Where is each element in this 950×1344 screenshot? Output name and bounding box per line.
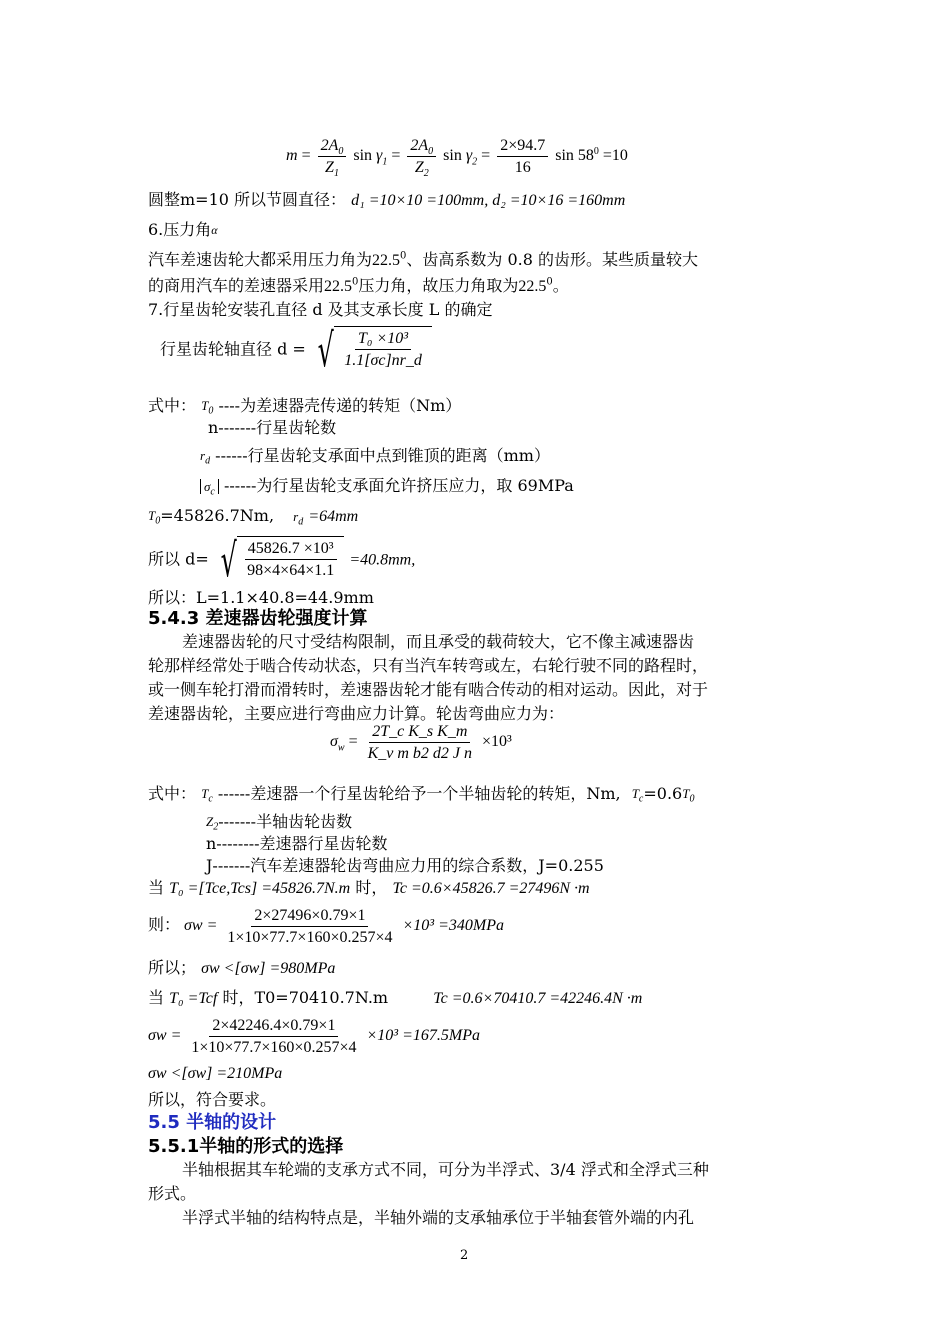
- formula-text: =10: [602, 147, 628, 165]
- formula-text: 1×10×77.7×160×0.257×4: [191, 1039, 357, 1056]
- formula-text: 1×10×77.7×160×0.257×4: [227, 929, 393, 946]
- definition-line: [200, 446, 550, 466]
- fraction: [341, 329, 425, 370]
- body-text: ------行星齿轮支承面中点到锥顶的距离（mm）: [215, 446, 550, 465]
- formula-text: σw =: [184, 917, 218, 935]
- fraction: [188, 1016, 359, 1057]
- body-text: 则：: [148, 915, 181, 935]
- formula-text: T₀ =Tcf: [169, 990, 218, 1007]
- paragraph-line: [148, 250, 698, 271]
- body-text: 当: [148, 988, 165, 1007]
- diameter-calculation: [148, 533, 416, 587]
- body-text: 汽车差速齿轮大都采用压力角为: [148, 250, 373, 269]
- formula-text: σw =: [148, 1027, 182, 1045]
- body-text: -------半轴齿轮齿数: [218, 812, 353, 831]
- formula-text: 2A: [410, 137, 429, 154]
- formula-text: ×10³ =167.5MPa: [366, 1027, 480, 1045]
- paragraph-line: 差速器齿轮，主要应进行弯曲应力计算。轮齿弯曲应力为：: [148, 704, 565, 723]
- formula-text: c: [210, 486, 215, 498]
- formula-text: T₀ =[Tce,Tcs] =45826.7N.m: [169, 880, 351, 897]
- page-number: 2: [460, 1248, 469, 1263]
- paragraph-line: 或一侧车轮打滑而滑转时，差速器齿轮才能有啮合传动的相对运动。因此，对于: [148, 680, 709, 699]
- formula-text: 98×4×64×1.1: [247, 562, 335, 579]
- formula-text: =40.8mm,: [349, 551, 416, 569]
- formula-text: w: [337, 742, 345, 754]
- formula-text: 0: [400, 250, 407, 262]
- formula-text: σ: [204, 479, 211, 494]
- formula-text: 2×94.7: [497, 136, 548, 157]
- formula-text: 45826.7 ×10³: [245, 539, 337, 560]
- values-line: $^{T_0}$=45826.7Nm, $r_d =64mm$: [148, 506, 359, 528]
- body-text: 时，: [355, 878, 388, 897]
- body-text: 行星齿轮轴直径 d =: [160, 339, 306, 359]
- length-calculation: 所以：L=1.1×40.8=44.9mm: [148, 588, 374, 607]
- formula-text: d₁ =10×10 =100mm, d₂ =10×16 =160mm: [351, 192, 626, 209]
- formula-text: Tc =0.6×45826.7 =27496N ·m: [392, 880, 590, 897]
- heading-5-4-3: 5.4.3 差速器齿轮强度计算: [148, 608, 368, 629]
- formula-text: Tc =0.6×70410.7 =42246.4N ·m: [433, 990, 643, 1007]
- formula-text: 2×27496×0.79×1: [251, 906, 368, 927]
- formula-text: T: [201, 786, 209, 801]
- body-text: 压力角，故压力角取为: [358, 276, 519, 295]
- formula-text: r: [200, 448, 206, 463]
- body-text: =45826.7Nm,: [160, 506, 275, 525]
- paragraph-line: 形式。: [148, 1184, 197, 1203]
- formula-text: 2: [472, 156, 478, 168]
- check-line: [148, 958, 335, 979]
- case-line: [148, 988, 642, 1009]
- formula-text: 0: [338, 146, 344, 158]
- formula-text: Z: [414, 159, 424, 176]
- body-text: ------差速器一个行星齿轮给予一个半轴齿轮的转矩，Nm,: [217, 784, 621, 803]
- shaft-diameter-formula: [160, 323, 432, 377]
- formula-text: σ: [330, 733, 338, 751]
- formula-text: 22.5: [324, 278, 353, 295]
- formula-text: γ: [465, 147, 473, 165]
- formula-text: 2: [213, 821, 219, 833]
- fraction: [244, 539, 337, 580]
- fraction: [224, 906, 395, 947]
- formula-text: 0: [208, 405, 214, 417]
- formula-text: 22.5: [372, 252, 401, 269]
- definition-line: [200, 476, 574, 497]
- formula-text: d: [205, 455, 211, 467]
- stress-calculation: [148, 906, 504, 947]
- module-formula: m = $\frac{2A_0}{Z_1}$ $\sin \gamma_1$ = $\frac{2A_0}{Z_2}$ $\sin \gamma_2$ = $\frac{2\times 94.7}{16}$ $\sin 58^0 =10$: [286, 137, 628, 180]
- definition-line: [206, 812, 352, 832]
- formula-text: α: [211, 223, 218, 237]
- stress-calculation: [148, 1016, 480, 1057]
- definition-line: n-------行星齿轮数: [208, 418, 337, 437]
- formula-text: sin: [443, 147, 462, 165]
- formula-text: 16: [514, 159, 531, 176]
- formula-text: 22.5: [518, 278, 547, 295]
- body-text: 所以；: [148, 958, 197, 977]
- case-line: [148, 878, 590, 899]
- body-text: 的商用汽车的差速器采用: [148, 276, 325, 295]
- formula-text: T: [201, 398, 209, 413]
- fraction: [365, 722, 475, 763]
- fraction: [497, 136, 548, 177]
- paragraph-line: 轮那样经常处于啮合传动状态，只有当汽车转弯或左，右轮行驶不同的路程时，: [148, 656, 709, 675]
- formula-text: ×10³: [482, 733, 512, 751]
- formula-text: 2×42246.4×0.79×1: [209, 1016, 338, 1037]
- formula-text: 0: [546, 276, 553, 288]
- formula-text: 2T_c K_s K_m: [369, 722, 470, 743]
- formula-text: σw <[σw] =980MPa: [201, 960, 336, 977]
- heading-5-5: 5.5 半轴的设计: [148, 1112, 277, 1133]
- body-text: 当: [148, 878, 165, 897]
- body-text: 式中：: [148, 396, 197, 415]
- body-text: 时，T0=70410.7N.m: [222, 988, 389, 1007]
- body-text: 所以 d=: [148, 549, 209, 569]
- formula-text: ×10³ =340MPa: [402, 917, 504, 935]
- bending-stress-formula: $\sigma_w$ = $\frac{\text{2T\_c K\_s K\_m}}{\text{K\_v m b2 d2 J n}}$ ×10³: [330, 723, 512, 762]
- formula-text: γ: [376, 147, 383, 165]
- body-text: 6.压力角: [148, 220, 212, 239]
- formula-text: 2A: [320, 137, 339, 154]
- square-root: √ $\frac{\text{45826.7 ×10³}}{98\times 4\times 64\times 1.1}$: [214, 536, 344, 584]
- formula-text: 0: [593, 145, 599, 157]
- section-7-title: 7.行星齿轮安装孔直径 d 及其支承长度 L 的确定: [148, 300, 493, 319]
- check-line: σw <[σw] =210MPa: [148, 1065, 283, 1082]
- body-text: 。: [552, 276, 569, 295]
- definition-line: [148, 396, 461, 416]
- conclusion-line: 所以，符合要求。: [148, 1090, 277, 1109]
- definition-line: n--------差速器行星齿轮数: [206, 834, 388, 853]
- formula-text: sin 58: [555, 147, 594, 165]
- formula-text: T₀ ×10³: [355, 329, 411, 350]
- formula-text: K_v m b2 d2 J n: [367, 745, 473, 762]
- formula-text: =64mm: [308, 508, 359, 525]
- formula-text: sin: [353, 147, 373, 165]
- formula-text: 2: [423, 168, 429, 180]
- body-text: 圆整m=10 所以节圆直径：: [148, 190, 347, 209]
- formula-text: Z: [206, 814, 214, 829]
- formula-text: 1: [333, 168, 339, 180]
- body-text: 式中：: [148, 784, 197, 803]
- paragraph-line: [148, 276, 569, 297]
- formula-text: c: [208, 793, 213, 805]
- paragraph-line: 半轴根据其车轮端的支承方式不同，可分为半浮式、3/4 浮式和全浮式三种: [182, 1160, 709, 1179]
- formula-text: 0: [428, 146, 434, 158]
- paragraph-line: 半浮式半轴的结构特点是，半轴外端的支承轴承位于半轴套管外端的内孔: [182, 1208, 695, 1227]
- formula-text: 1: [382, 156, 388, 168]
- heading-5-5-1: 5.5.1半轴的形式的选择: [148, 1136, 344, 1157]
- formula-text: m: [286, 147, 298, 165]
- paragraph-line: 差速器齿轮的尺寸受结构限制，而且承受的载荷较大，它不像主减速器齿: [182, 632, 695, 651]
- fraction: [318, 136, 347, 180]
- pitch-diameter-line: [148, 190, 625, 211]
- square-root: √ $\frac{\text{T₀ ×10³}}{1.1[\sigma c]nr\_d}$: [311, 326, 432, 374]
- formula-text: Z: [325, 159, 334, 176]
- body-text: ------为行星齿轮支承面允许挤压应力，取 69MPa: [223, 476, 574, 495]
- definition-line: J-------汽车差速器轮齿弯曲应力用的综合系数，J=0.255: [206, 856, 604, 875]
- body-text: 、齿高系数为 0.8 的齿形。某些质量较大: [406, 250, 699, 269]
- body-text: ----为差速器壳传递的转矩（Nm）: [218, 396, 462, 415]
- formula-text: =: [301, 147, 311, 165]
- body-text: =0.6: [643, 784, 683, 803]
- definition-line: 式中： $^{T_c}$ ------差速器一个行星齿轮给予一个半轴齿轮的转矩，Nm, $^{T_c}=0.6^{T_0}$: [148, 784, 695, 805]
- section-6-title: [148, 220, 218, 240]
- fraction: [407, 136, 436, 180]
- formula-text: 0: [352, 276, 359, 288]
- formula-text: 1.1[σc]nr_d: [344, 352, 422, 369]
